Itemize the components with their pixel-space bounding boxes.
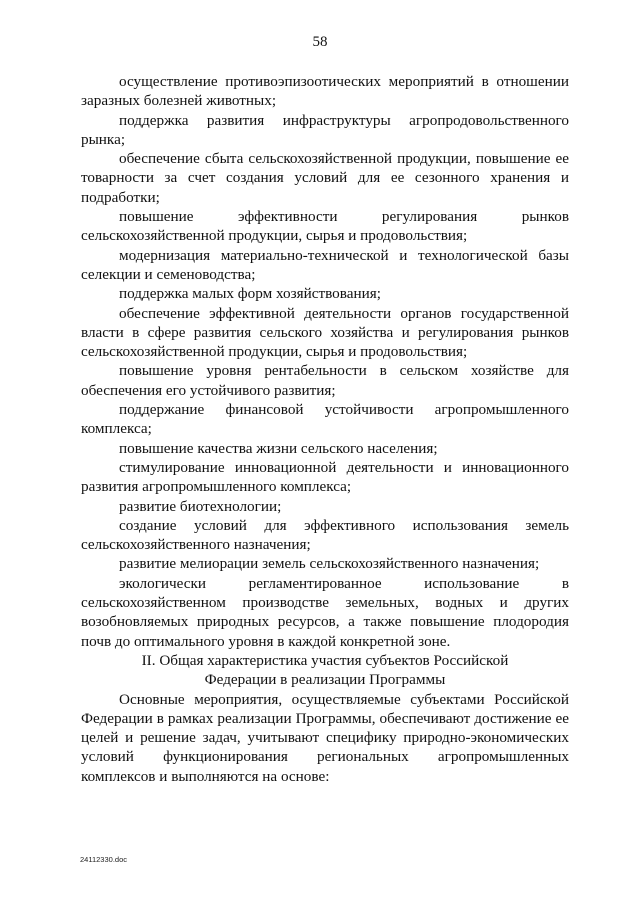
list-item: экологически регламентированное использование в сельскохозяйственном производстве земельных, водных и других возобновляемых природных ресурсов, а также повышение плодородия почв до оптимального уровня в каждой конкретной зоне.	[81, 574, 569, 650]
list-item: поддержание финансовой устойчивости агропромышленного комплекса;	[81, 401, 569, 438]
section-heading	[81, 651, 569, 690]
list-item: поддержка малых форм хозяйствования;	[119, 285, 381, 303]
list-item: модернизация материально-технической и технологической базы селекции и семеноводства;	[81, 246, 569, 283]
page-number: 58	[312, 34, 328, 50]
file-code: 24112330.doc	[80, 855, 127, 864]
list-item: создание условий для эффективного использования земель сельскохозяйственного назначения;	[81, 516, 569, 554]
list-item: развитие биотехнологии;	[119, 497, 282, 515]
section-heading-line-2: Федерации в реализации Программы	[204, 671, 446, 689]
section-heading-line-1: II. Общая характеристика участия субъектов Российской	[141, 651, 509, 669]
list-item: осуществление противоэпизоотических мероприятий в отношении заразных болезней животных;	[81, 73, 569, 110]
list-item: поддержка развития инфраструктуры агропродовольственного рынка;	[81, 111, 569, 148]
list-item: развитие мелиорации земель сельскохозяйственного назначения;	[119, 555, 540, 573]
list-item: стимулирование инновационной деятельности и инновационного развития агропромышленного комплекса;	[81, 458, 569, 496]
list-item: обеспечение сбыта сельскохозяйственной продукции, повышение ее товарности за счет создания условий для ее сезонного хранения и подработки;	[81, 150, 569, 206]
list-item: обеспечение эффективной деятельности органов государственной власти в сфере развития сельского хозяйства и регулирования рынков сельскохозяйственной продукции, сырья и продовольствия;	[81, 304, 569, 361]
document-body	[81, 72, 569, 786]
list-item: повышение качества жизни сельского населения;	[119, 439, 438, 457]
list-item: повышение уровня рентабельности в сельском хозяйстве для обеспечения его устойчивого развития;	[81, 362, 569, 399]
section-paragraph: Основные мероприятия, осуществляемые субъектами Российской Федерации в рамках реализации Программы, обеспечивают достижение ее целей и решение задач, учитывают специфику природно-экономических условий функционирования региональных агропромышленных комплексов и выполняются на основе:	[81, 690, 569, 785]
list-item: повышение эффективности регулирования рынков сельскохозяйственной продукции, сырья и продовольствия;	[81, 208, 569, 245]
